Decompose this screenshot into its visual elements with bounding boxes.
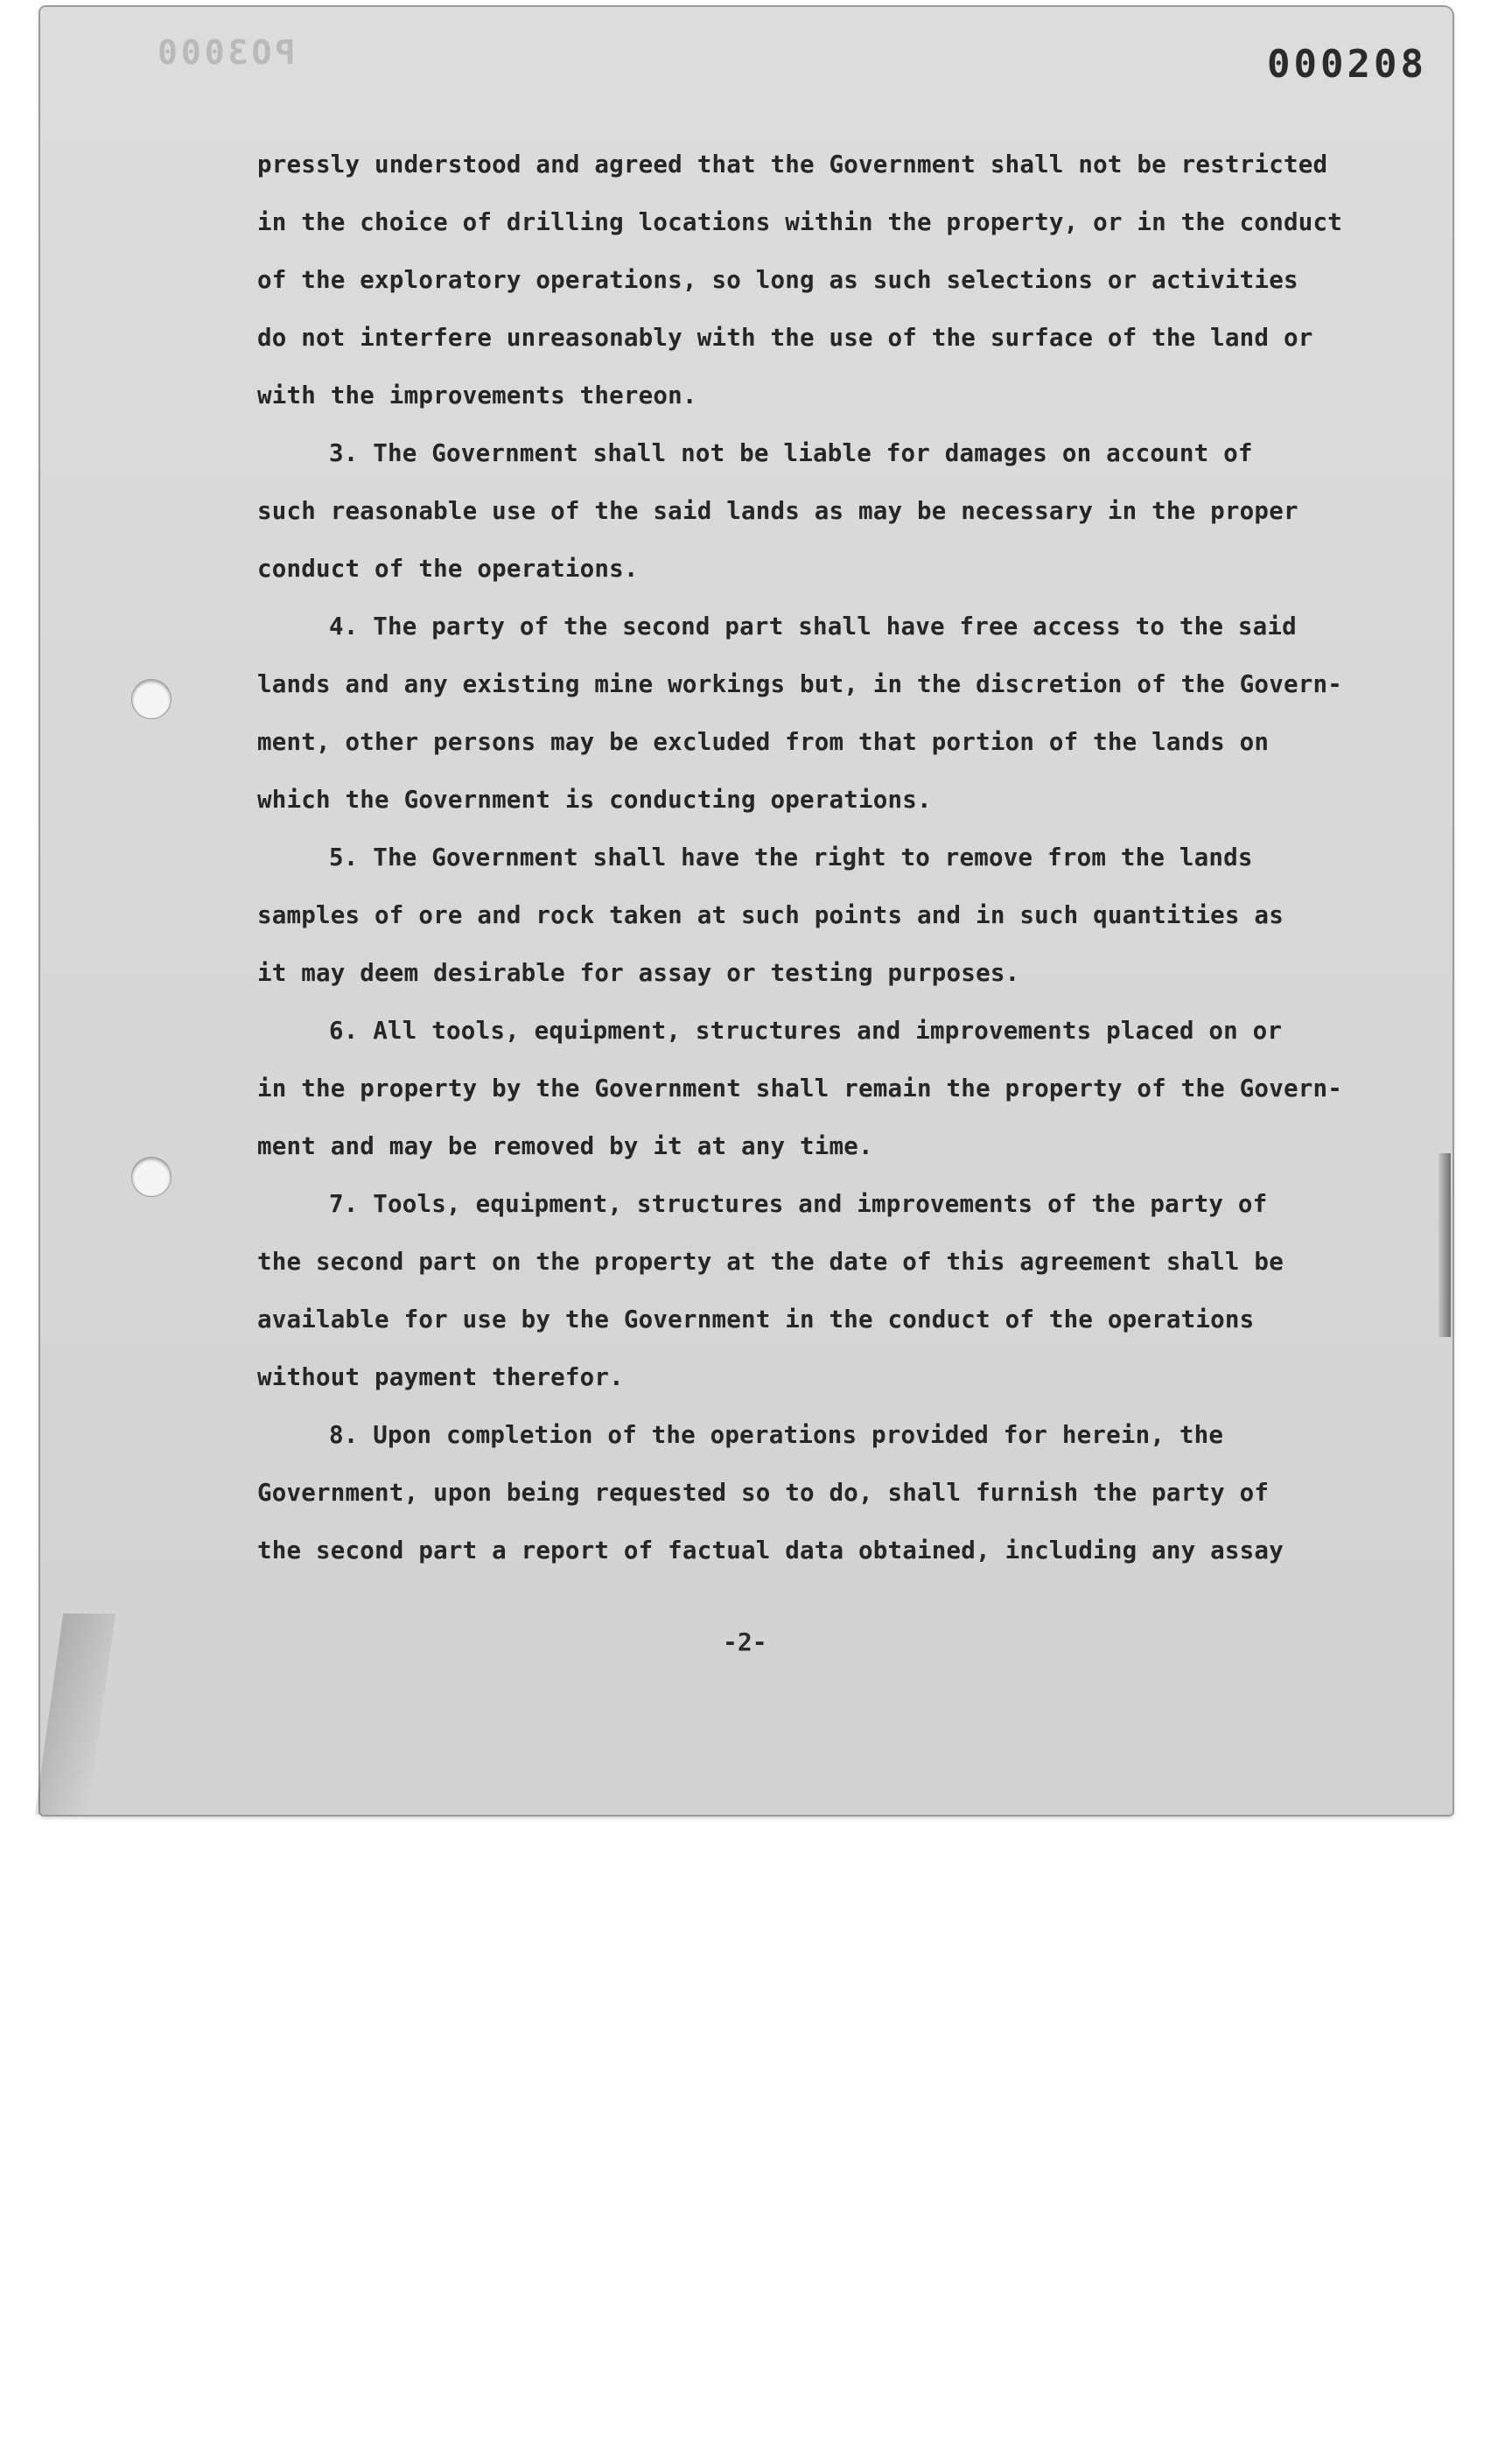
text-line: the second part a report of factual data obtained, including any assay: [257, 1536, 1284, 1564]
page-number: -2-: [723, 1628, 767, 1656]
text-line: ment and may be removed by it at any time.: [257, 1132, 873, 1160]
text-line: 5. The Government shall have the right to remove from the lands: [329, 844, 1253, 872]
body-text: [257, 142, 1351, 1586]
text-line: pressly understood and agreed that the Government shall not be restricted: [257, 150, 1328, 178]
text-line: without payment therefor.: [257, 1363, 624, 1391]
text-line: ment, other persons may be excluded from that portion of the lands on: [257, 728, 1270, 756]
blank-area: [0, 1829, 1512, 2450]
text-line: samples of ore and rock taken at such points and in such quantities as: [257, 901, 1284, 929]
text-line: available for use by the Government in the conduct of the operations: [257, 1306, 1255, 1334]
text-line: 6. All tools, equipment, structures and improvements placed on or: [329, 1017, 1283, 1045]
text-line: in the property by the Government shall remain the property of the Govern-: [257, 1074, 1342, 1102]
text-line: 7. Tools, equipment, structures and improvements of the party of: [329, 1190, 1268, 1218]
document-page: [40, 7, 1452, 1815]
text-line: lands and any existing mine workings but, in the discretion of the Govern-: [257, 670, 1342, 698]
text-line: of the exploratory operations, so long as such selections or activities: [257, 266, 1298, 294]
text-line: which the Government is conducting operations.: [257, 786, 932, 814]
text-line: it may deem desirable for assay or testing purposes.: [257, 959, 1020, 987]
text-line: Government, upon being requested so to do, shall furnish the party of: [257, 1479, 1270, 1507]
text-line: the second part on the property at the date of this agreement shall be: [257, 1248, 1284, 1276]
text-line: 3. The Government shall not be liable for damages on account of: [329, 439, 1253, 467]
punch-hole: [131, 679, 172, 719]
text-line: do not interfere unreasonably with the use of the surface of the land or: [257, 324, 1313, 352]
text-line: with the improvements thereon.: [257, 382, 697, 410]
punch-hole: [131, 1157, 172, 1197]
text-line: such reasonable use of the said lands as may be necessary in the proper: [257, 497, 1298, 525]
document-number: 000208: [1267, 42, 1427, 87]
mirrored-stamp: PO3000: [154, 33, 296, 72]
text-line: in the choice of drilling locations within the property, or in the conduct: [257, 208, 1342, 236]
text-line: conduct of the operations.: [257, 555, 639, 583]
text-line: 4. The party of the second part shall have free access to the said: [329, 612, 1297, 640]
text-line: 8. Upon completion of the operations provided for herein, the: [329, 1421, 1224, 1449]
